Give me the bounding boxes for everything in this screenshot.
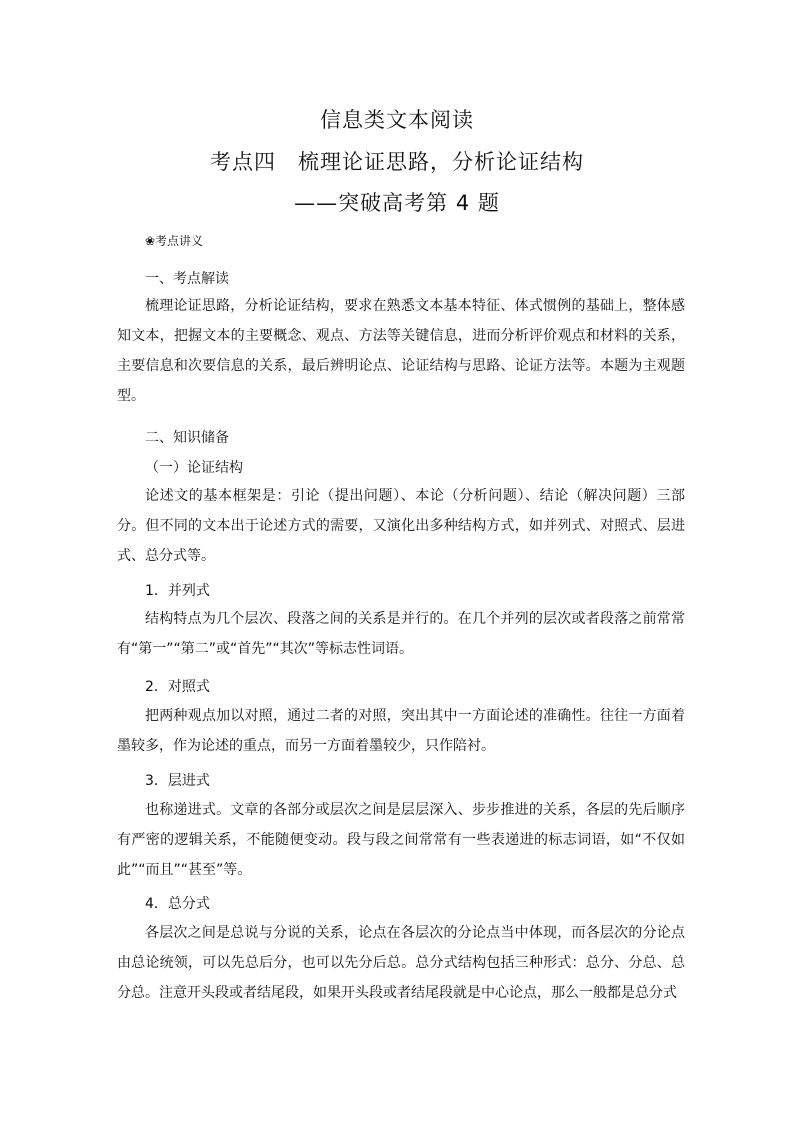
section-heading-2: 二、知识储备 [145, 430, 229, 446]
subsection-heading: （一）论证结构 [145, 460, 243, 476]
item-text-4: 各层次之间是总说与分说的关系，论点在各层次的分论点当中体现，而各层次的分论点由总论统领，可以先总后分，也可以先分后总。总分式结构包括三种形式：总分、分总、总分总。注意开头段或者结尾段，如果开头段或者结尾段就是中心论点，那么一般都是总分式 [117, 925, 685, 1001]
subtitle-topic: 考点四 [210, 150, 276, 174]
section-heading-1: 一、考点解读 [145, 271, 229, 287]
item-heading-1: 1．并列式 [145, 583, 210, 599]
doc-subtitle-2: ——突破高考第 4 题 [294, 191, 500, 215]
item-heading-4: 4．总分式 [145, 896, 210, 912]
section-2-paragraph: 论述文的基本框架是：引论（提出问题）、本论（分析问题）、结论（解决问题）三部分。但不同的文本出于论述方式的需要，又演化出多种结构方式，如并列式、对照式、层进式、总分式等。 [117, 488, 685, 564]
section-marker: ❀考点讲义 [145, 234, 204, 248]
item-text-2: 把两种观点加以对照，通过二者的对照，突出其中一方面论述的准确性。往往一方面着墨较多，作为论述的重点，而另一方面着墨较少，只作陪衬。 [117, 708, 685, 754]
item-text-3: 也称递进式。文章的各部分或层次之间是层层深入、步步推进的关系，各层的先后顺序有严密的逻辑关系，不能随便变动。段与段之间常常有一些表递进的标志词语，如“不仅如此”“而且”“甚至”等。 [117, 802, 685, 878]
doc-title: 信息类文本阅读 [320, 108, 474, 132]
item-heading-2: 2．对照式 [145, 679, 210, 695]
section-1-paragraph: 梳理论证思路，分析论证结构，要求在熟悉文本基本特征、体式惯例的基础上，整体感知文本，把握文本的主要概念、观点、方法等关键信息，进而分析评价观点和材料的关系，主要信息和次要信息的关系，最后辨明论点、论证结构与思路、论证方法等。本题为主观题型。 [117, 298, 685, 404]
subtitle-text: 梳理论证思路，分析论证结构 [298, 150, 584, 174]
item-heading-3: 3．层进式 [145, 773, 210, 789]
item-text-1: 结构特点为几个层次、段落之间的关系是并行的。在几个并列的层次或者段落之前常常有“第一”“第二”或“首先”“其次”等标志性词语。 [117, 611, 685, 657]
doc-subtitle [0, 146, 794, 176]
